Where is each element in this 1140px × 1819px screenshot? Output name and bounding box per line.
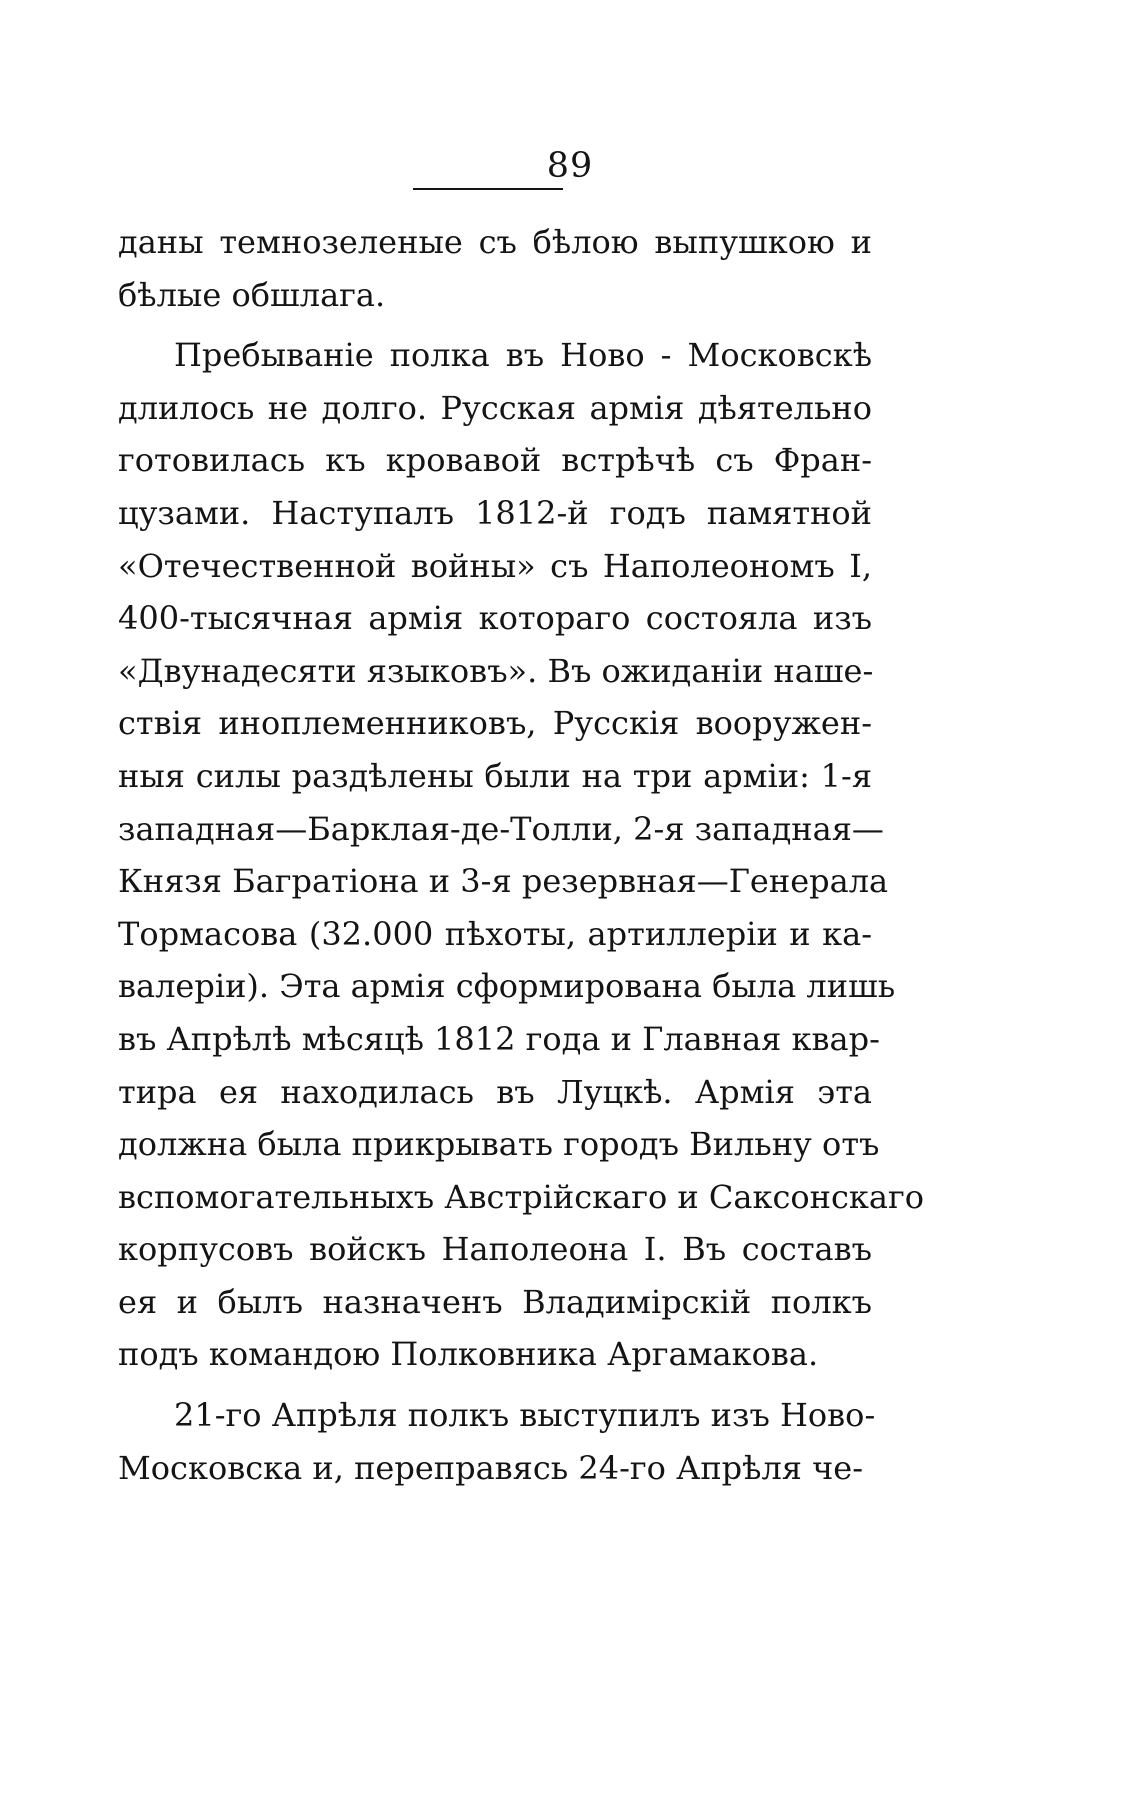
text-line: Тормасова (32.000 пѣхоты, артиллеріи и ка-	[118, 914, 872, 953]
page-number: 89	[546, 146, 594, 186]
text-line: въ Апрѣлѣ мѣсяцѣ 1812 года и Главная квар-	[118, 1019, 880, 1058]
text-line: длилось не долго. Русская армія дѣятельно	[118, 388, 872, 427]
text-line: цузами. Наступалъ 1812-й годъ памятной	[118, 493, 872, 532]
text-line: западная—Барклая-де-Толли, 2-я западная—	[118, 809, 884, 848]
text-line: Пребываніе полка въ Ново - Московскѣ	[174, 336, 872, 375]
text-line: ствія иноплеменниковъ, Русскія вооружен-	[118, 704, 872, 743]
text-line: «Двунадесяти языковъ». Въ ожиданіи наше-	[118, 651, 874, 690]
text-line: Князя Багратіона и 3-я резервная—Генерала	[118, 862, 889, 901]
text-line: Московска и, переправясь 24-го Апрѣля че-	[118, 1448, 864, 1487]
text-line: 21-го Апрѣля полкъ выступилъ изъ Ново-	[174, 1396, 876, 1435]
text-line: готовилась къ кровавой встрѣчѣ съ Фран-	[118, 441, 872, 480]
page-number-rule	[413, 188, 563, 190]
text-line: валеріи). Эта армія сформирована была лишь	[118, 967, 896, 1006]
text-line: «Отечественной войны» съ Наполеономъ I,	[118, 546, 872, 585]
text-line: корпусовъ войскъ Наполеона I. Въ составъ	[118, 1230, 872, 1269]
text-line: тира ея находилась въ Луцкѣ. Армія эта	[118, 1072, 872, 1111]
text-line: ея и былъ назначенъ Владимірскій полкъ	[118, 1282, 872, 1321]
text-line: вспомогательныхъ Австрійскаго и Саксонскаго	[118, 1177, 925, 1216]
body-text	[118, 216, 925, 1494]
text-line: даны темнозеленые съ бѣлою выпушкою и	[118, 223, 872, 261]
text-line: бѣлые обшлага.	[118, 275, 386, 314]
text-line: 400-тысячная армія котораго состояла изъ	[118, 599, 872, 638]
text-line: ныя силы раздѣлены были на три арміи: 1-я	[118, 756, 872, 795]
text-line: должна была прикрывать городъ Вильну отъ	[118, 1125, 880, 1164]
text-line: подъ командою Полковника Аргамакова.	[118, 1335, 819, 1374]
